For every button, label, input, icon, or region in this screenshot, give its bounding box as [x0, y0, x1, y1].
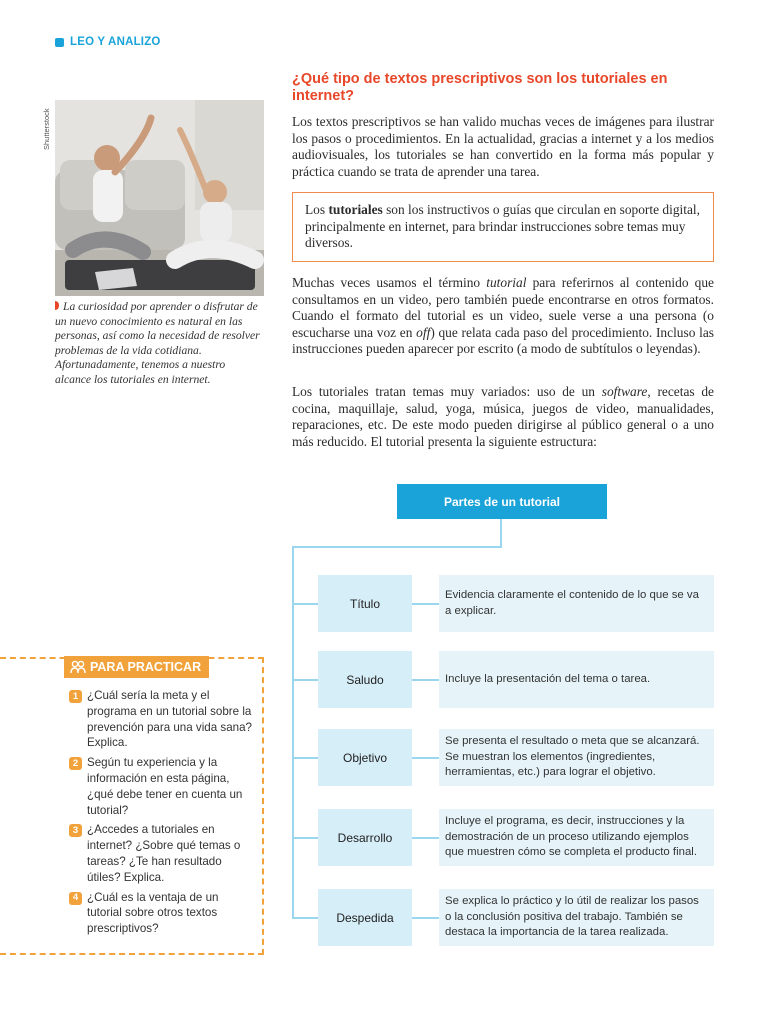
question-number: 4 [69, 892, 82, 905]
p3-text-a: Los tutoriales tratan temas muy variados: uso de un [292, 384, 602, 399]
article-paragraph-2 [292, 275, 714, 358]
part-desarrollo-desc: Incluye el programa, es decir, instrucciones y la demostración de un proceso utilizando ejemplos que muestren cómo se completa el producto final. [439, 809, 714, 866]
photo-caption [55, 300, 260, 387]
connector-line [292, 679, 318, 681]
connector-line [292, 757, 318, 759]
practice-questions [69, 688, 254, 941]
practice-heading [64, 656, 209, 678]
part-saludo: Saludo [318, 651, 412, 708]
list-item [69, 822, 254, 885]
part-titulo-desc: Evidencia claramente el contenido de lo que se va a explicar. [439, 575, 714, 632]
list-item [69, 688, 254, 751]
question-text: Según tu experiencia y la información en esta página, ¿qué debe tener en cuenta un tutorial? [87, 756, 243, 817]
part-objetivo-desc: Se presenta el resultado o meta que se alcanzará. Se muestran los elementos (ingredientes, herramientas, etc.) para lograr el objetivo. [439, 729, 714, 786]
connector-line [292, 837, 318, 839]
connector-line [412, 917, 439, 919]
part-saludo-desc: Incluye la presentación del tema o tarea. [439, 651, 714, 708]
connector-line [500, 519, 502, 547]
question-number: 2 [69, 757, 82, 770]
connector-line [292, 546, 502, 548]
p3-text-b: , recetas de cocina, maquillaje, salud, yoga, música, juegos de video, manualidades, reparaciones, etc. De este modo pueden dirigirse al público general o a uno más reducido. El tutorial presenta la siguiente estructura: [292, 384, 714, 449]
callout-pre: Los [305, 202, 329, 217]
part-desarrollo: Desarrollo [318, 809, 412, 866]
p2-emphasis-b: off [416, 324, 431, 340]
part-objetivo: Objetivo [318, 729, 412, 786]
connector-line [412, 757, 439, 759]
definition-callout [292, 192, 714, 262]
photo-yoga [55, 100, 264, 296]
caption-marker-icon [55, 301, 59, 310]
question-number: 3 [69, 824, 82, 837]
connector-line [292, 917, 318, 919]
diagram-title: Partes de un tutorial [397, 484, 607, 519]
part-titulo: Título [318, 575, 412, 632]
p2-text-a: Muchas veces usamos el término [292, 275, 487, 290]
photo-illustration [55, 100, 264, 296]
connector-line [292, 546, 294, 918]
p3-emphasis: software [601, 384, 648, 399]
callout-term: tutoriales [328, 202, 383, 217]
connector-line [412, 679, 439, 681]
question-text: ¿Accedes a tutoriales en internet? ¿Sobre qué temas o tareas? ¿Te han resultado útiles? Explica. [87, 823, 241, 884]
section-square-icon [55, 38, 64, 47]
question-text: ¿Cuál es la ventaja de un tutorial sobre otros textos prescriptivos? [87, 890, 219, 936]
photo-credit: Shutterstock [42, 108, 51, 150]
people-icon [70, 660, 86, 674]
section-tag [55, 36, 161, 48]
list-item [69, 890, 254, 937]
question-number: 1 [69, 690, 82, 703]
caption-text: La curiosidad por aprender o disfrutar de un nuevo conocimiento es natural en las personas, así como la necesidad de resolver problemas de la vida cotidiana. Afortunadamente, tenemos a nuestro alcance los tutoriales en internet. [55, 300, 260, 386]
article-paragraph-3 [292, 384, 714, 450]
section-tag-label: LEO Y ANALIZO [70, 36, 161, 48]
question-text: ¿Cuál sería la meta y el programa en un tutorial sobre la prevención para una vida sana? Explica. [87, 689, 253, 750]
part-despedida: Despedida [318, 889, 412, 946]
callout-post: son los instructivos o guías que circulan en soporte digital, principalmente en internet, para brindar instrucciones sobre temas muy diversos. [305, 202, 700, 251]
practice-heading-label: PARA PRACTICAR [90, 660, 202, 674]
p2-emphasis-a: tutorial [486, 275, 527, 290]
connector-line [292, 603, 318, 605]
connector-line [412, 837, 439, 839]
article-paragraph-1: Los textos prescriptivos se han valido muchas veces de imágenes para ilustrar los pasos o procedimientos. En la actualidad, gracias a internet y a los medios audiovisuales, los tutoriales se han convertido en la forma más popular y práctica cuando se trata de aprender una tarea. [292, 114, 714, 179]
part-despedida-desc: Se explica lo práctico y lo útil de realizar los pasos o la conclusión positiva del trabajo. También se destaca la importancia de la tarea realizada. [439, 889, 714, 946]
article-title: ¿Qué tipo de textos prescriptivos son los tutoriales en internet? [292, 71, 668, 104]
list-item [69, 755, 254, 818]
p2-text-c: ) que relata cada paso del procedimiento. Incluso las instrucciones pueden aparecer por escrito (a modo de subtítulos o leyendas). [292, 324, 714, 357]
connector-line [412, 603, 439, 605]
p2-text-b: para referirnos al contenido que consultamos en un video, pero también puede encontrarse en otros formatos. Cuando el formato del tutorial es un video, suele verse a una persona (o escucharse una voz en [292, 275, 714, 340]
